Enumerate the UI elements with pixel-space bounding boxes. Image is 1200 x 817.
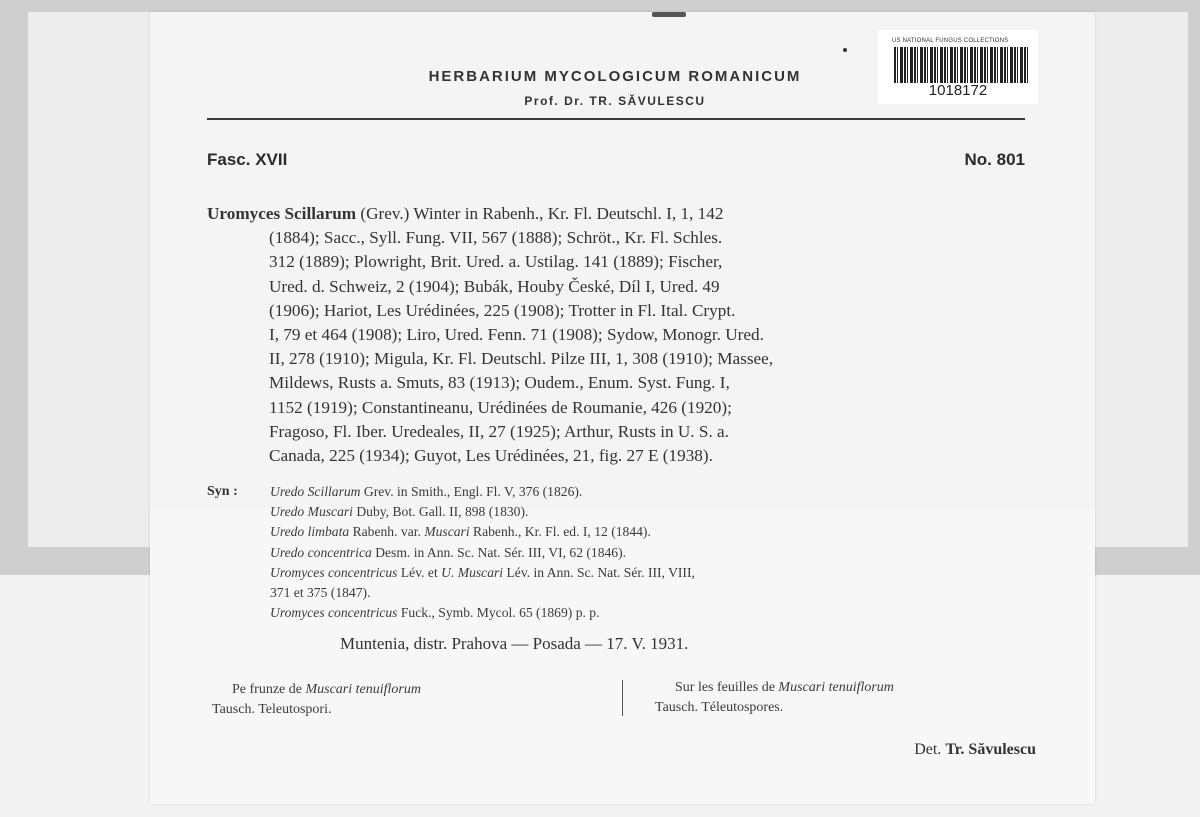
host-note-romanian: Pe frunze de Muscari tenuiflorum Tausch. Teleutospori. bbox=[212, 682, 421, 717]
synonyms-list bbox=[270, 482, 1050, 623]
synonym-item: Uredo Scillarum Grev. in Smith., Engl. Fl. V, 376 (1826). bbox=[270, 484, 583, 499]
synonym-item: Uromyces concentricus Lév. et U. Muscari Lév. in Ann. Sc. Nat. Sér. III, VIII, bbox=[270, 564, 695, 580]
collection-locality: Muntenia, distr. Prahova — Posada — 17. V. 1931. bbox=[340, 634, 689, 653]
citation-line: (1884); Sacc., Syll. Fung. VII, 567 (1888); Schröt., Kr. Fl. Schles. bbox=[269, 228, 723, 248]
fascicle-number: Fasc. XVII bbox=[207, 150, 288, 169]
barcode-caption: US NATIONAL FUNGUS COLLECTIONS bbox=[892, 38, 1009, 44]
herbarium-editor: Prof. Dr. TR. SĂVULESCU bbox=[524, 94, 706, 108]
citation-line: I, 79 et 464 (1908); Liro, Ured. Fenn. 71 (1908); Sydow, Monogr. Ured. bbox=[269, 325, 764, 345]
citation-line: II, 278 (1910); Migula, Kr. Fl. Deutschl. Pilze III, 1, 308 (1910); Massee, bbox=[269, 349, 774, 369]
host-note-french: Sur les feuilles de Muscari tenuiflorum Tausch. Téleutospores. bbox=[655, 680, 894, 715]
exsiccata-number: No. 801 bbox=[964, 150, 1025, 169]
synonym-item-continuation: 371 et 375 (1847). bbox=[270, 585, 371, 601]
column-divider bbox=[622, 680, 623, 716]
synonym-item: Uredo concentrica Desm. in Ann. Sc. Nat. Sér. III, VI, 62 (1846). bbox=[270, 544, 627, 560]
citation-line: (1906); Hariot, Les Urédinées, 225 (1908); Trotter in Fl. Ital. Crypt. bbox=[269, 300, 736, 320]
print-dot bbox=[843, 48, 847, 52]
barcode-icon bbox=[894, 47, 1028, 83]
barcode-number: 1018172 bbox=[928, 82, 988, 99]
synonyms-label: Syn : bbox=[207, 484, 238, 499]
citation-line: Mildews, Rusts a. Smuts, 83 (1913); Oudem., Enum. Syst. Fung. I, bbox=[269, 373, 730, 393]
species-citation bbox=[207, 202, 1027, 468]
pin-mark bbox=[652, 12, 686, 17]
synonym-item: Uredo limbata Rabenh. var. Muscari Rabenh., Kr. Fl. ed. I, 12 (1844). bbox=[270, 524, 651, 540]
determiner: Det. Tr. Săvulescu bbox=[914, 741, 1036, 758]
header-rule bbox=[207, 118, 1025, 120]
synonym-item: Uredo Muscari Duby, Bot. Gall. II, 898 (1830). bbox=[270, 504, 529, 520]
citation-line: Canada, 225 (1934); Guyot, Les Urédinées, 21, fig. 27 E (1938). bbox=[269, 446, 713, 466]
barcode-label bbox=[878, 30, 1038, 104]
citation-line: Ured. d. Schweiz, 2 (1904); Bubák, Houby České, Díl I, Ured. 49 bbox=[269, 276, 720, 296]
determiner-name: Tr. Săvulescu bbox=[945, 741, 1036, 758]
citation-line: 312 (1889); Plowright, Brit. Ured. a. Ustilag. 141 (1889); Fischer, bbox=[269, 252, 723, 272]
citation-line: 1152 (1919); Constantineanu, Urédinées de Roumanie, 426 (1920); bbox=[269, 397, 732, 417]
herbarium-title: HERBARIUM MYCOLOGICUM ROMANICUM bbox=[428, 68, 802, 85]
citation-line: Fragoso, Fl. Iber. Uredeales, II, 27 (1925); Arthur, Rusts in U. S. a. bbox=[269, 421, 729, 441]
citation-line: Uromyces Scillarum (Grev.) Winter in Rabenh., Kr. Fl. Deutschl. I, 1, 142 bbox=[207, 204, 724, 223]
synonym-item: Uromyces concentricus Fuck., Symb. Mycol. 65 (1869) p. p. bbox=[270, 605, 600, 621]
species-name: Uromyces Scillarum bbox=[207, 204, 357, 223]
